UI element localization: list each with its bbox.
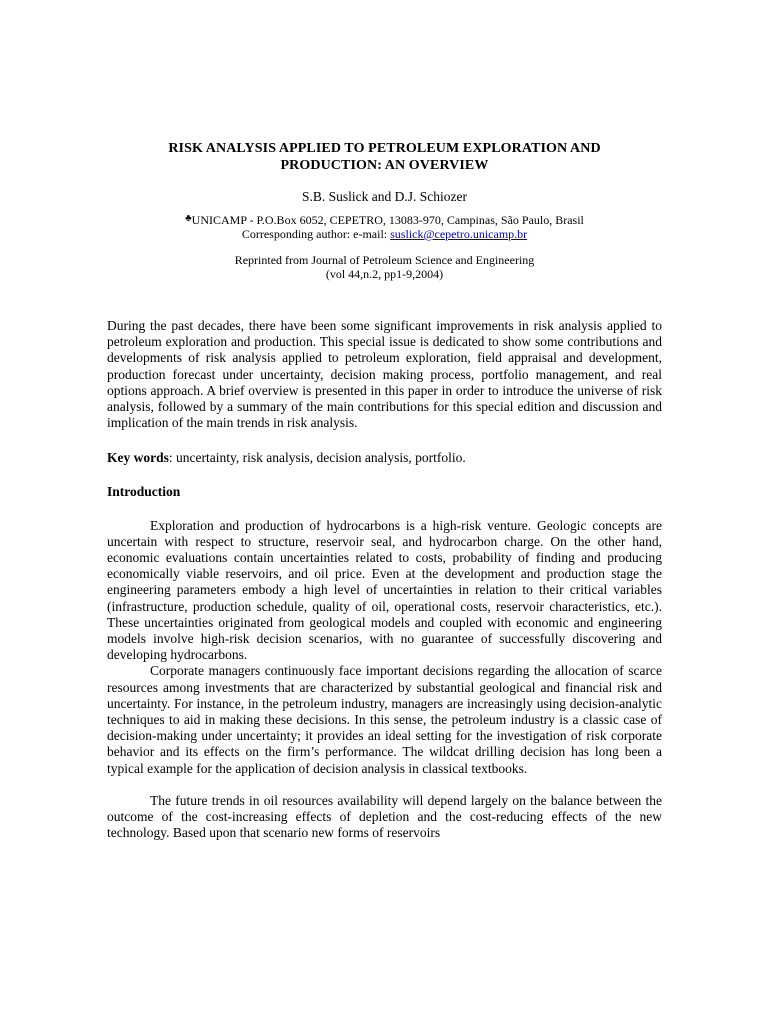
affiliation <box>107 212 662 241</box>
intro-paragraph-3: The future trends in oil resources availability will depend largely on the balance between the outcome of the cost-increasing effects of depletion and the cost-reducing effects of the new technology. Based upon that scenario new forms of reservoirs <box>107 792 662 841</box>
reprint-line-1: Reprinted from Journal of Petroleum Science and Engineering <box>234 253 535 267</box>
paper-page <box>107 140 662 841</box>
title-line-2: PRODUCTION: AN OVERVIEW <box>280 158 489 173</box>
authors: S.B. Suslick and D.J. Schiozer <box>302 189 467 204</box>
intro-paragraph-2: Corporate managers continuously face important decisions regarding the allocation of scarce resources among investments that are characterized by substantial geological and financial risk and uncertainty. For instance, in the petroleum industry, managers are increasingly using decision-analytic techniques to aid in making these decisions. In this sense, the petroleum industry is a classic case of decision-making under uncertainty; it provides an ideal setting for the investigation of risk corporate behavior and its effects on the firm’s performance. The wildcat drilling decision has long been a typical example for the application of decision analysis in classical textbooks. <box>107 663 662 776</box>
reprint-note <box>107 253 662 281</box>
introduction-heading: Introduction <box>107 483 181 499</box>
intro-paragraph-1: Exploration and production of hydrocarbons is a high-risk venture. Geologic concepts are uncertain with respect to structure, reservoir seal, and hydrocarbon charge. On the other hand, economic evaluations contain uncertainties related to costs, probability of finding and producing economically viable reservoirs, and oil price. Even at the development and production stage the engineering parameters embody a high level of uncertainties in relation to their critical variables (infrastructure, production schedule, quality of oil, operational costs, reservoir characteristics, etc.). These uncertainties originated from geological models and coupled with economic and engineering models involve high-risk decision scenarios, with no guarantee of successfully discovering and developing hydrocarbons. <box>107 517 662 663</box>
title-line-1: RISK ANALYSIS APPLIED TO PETROLEUM EXPLORATION AND <box>168 141 601 156</box>
reprint-line-2: (vol 44,n.2, pp1-9,2004) <box>325 267 444 281</box>
keywords-text: : uncertainty, risk analysis, decision analysis, portfolio. <box>168 450 466 466</box>
email-link[interactable]: suslick@cepetro.unicamp.br <box>390 227 528 241</box>
paper-title <box>107 140 662 174</box>
keywords <box>107 450 662 466</box>
abstract: During the past decades, there have been some significant improvements in risk analysis applied to petroleum exploration and production. This special issue is dedicated to show some contributions and developments of risk analysis applied to petroleum exploration, field appraisal and development, production forecast under uncertainty, decision making process, portfolio management, and real options approach. A brief overview is presented in this paper in order to introduce the universe of risk analysis, followed by a summary of the main contributions for this special edition and discussion and implication of the main trends in risk analysis. <box>107 318 662 431</box>
keywords-label: Key words <box>107 450 169 466</box>
club-marker-icon: ♣ <box>185 213 192 224</box>
corresponding-author-label: Corresponding author: e-mail: <box>241 227 388 241</box>
affiliation-text: UNICAMP - P.O.Box 6052, CEPETRO, 13083-970, Campinas, São Paulo, Brasil <box>191 213 584 227</box>
